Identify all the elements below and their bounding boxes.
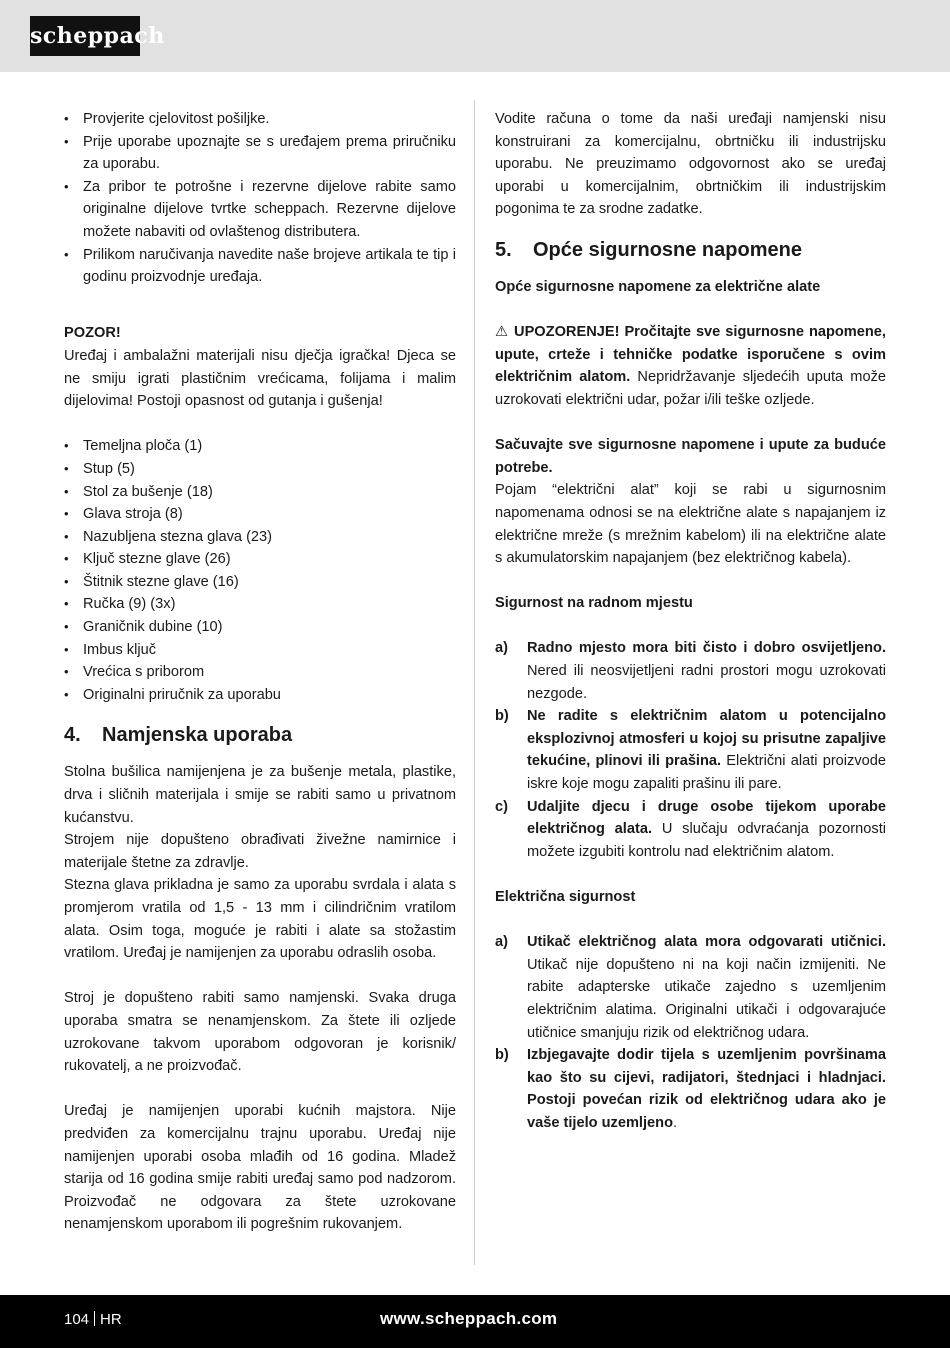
power-tool-definition: Pojam “električni alat” koji se rabi u sigurnosnim napomenama odnosi se na električne alate s napajanjem iz električne mreže (s mrežnim kabelom) ili na električne alate s akumulatorskim napajanjem (bez električnog kabela).: [495, 482, 886, 567]
parts-list-item: • Graničnik dubine (10): [64, 616, 456, 639]
workplace-safety-item: [495, 705, 886, 795]
item-text: Utikač nije dopušteno ni na koji način izmijeniti. Ne rabite adapterske utikače zajedno s uzemljenim električnim alatima. Originalni utikači i odgovarajuće utičnice smanjuju rizik od električnog udara.: [527, 956, 886, 1041]
warning-text: Nepridržavanje sljedećih uputa može uzrokovati električni udar, požar i/ili teške ozljede.: [495, 369, 886, 408]
electrical-safety-list: [495, 931, 886, 1134]
section-4-number: 4.: [64, 724, 81, 747]
page-indicator: [64, 1310, 122, 1330]
parts-list: [64, 435, 456, 706]
intended-use-paragraph-2: Strojem nije dopušteno obrađivati živežne namirnice i materijale štetne za zdravlje.: [64, 832, 456, 871]
right-column: [495, 108, 886, 1135]
workplace-safety-subhead: Sigurnost na radnom mjestu: [495, 595, 693, 612]
item-letter: c): [495, 798, 508, 815]
parts-list-item: • Štitnik stezne glave (16): [64, 571, 456, 594]
intended-use-paragraph-4: Stroj je dopušteno rabiti samo namjenski. Svaka druga uporaba smatra se nenamjenskom. Za štete ili ozljede uzrokovane takvom uporabom odgovoran je korisnik/ rukovatelj, a ne proizvođač.: [64, 990, 456, 1075]
intended-use-paragraph-5: Uređaj je namijenjen uporabi kućnih majstora. Nije predviđen za komercijalnu trajnu uporabu. Uređaj nije namijenjen uporabi osoba mlađih od 16 godina. Mladež starija od 16 godina smije rabiti uređaj samo pod nadzorom. Proizvođač ne odgovara za štete uzrokovane nenamjenskom uporabom ili pogrešnim rukovanjem.: [64, 1103, 456, 1233]
item-bold-text: Izbjegavajte dodir tijela s uzemljenim površinama kao što su cijevi, radijatori, štednjaci i hladnjaci. Postoji povećan rizik od električnog udara ako je vaše tijelo uzemljeno: [527, 1047, 886, 1131]
item-letter: a): [495, 640, 508, 657]
general-safety-subhead: Opće sigurnosne napomene za električne alate: [495, 278, 821, 295]
parts-list-item: • Vrećica s priborom: [64, 661, 456, 684]
item-letter: a): [495, 934, 508, 951]
caution-title: POZOR!: [64, 325, 121, 342]
section-4-title: Namjenska uporaba: [102, 724, 293, 747]
footer-separator: [94, 1311, 95, 1326]
footer-band: [0, 1295, 950, 1348]
caution-text: Uređaj i ambalažni materijali nisu dječja igračka! Djeca se ne smiju igrati plastičnim vrećicama, folijama i malim dijelovima! Postoji opasnost od gutanja i gušenja!: [64, 347, 456, 410]
parts-list-item: • Originalni priručnik za uporabu: [64, 684, 456, 707]
warning-bold-text: UPOZORENJE! Pročitajte sve sigurnosne napomene, upute, crteže i tehničke podatke isporučene s ovim električnim alatom.: [495, 324, 886, 386]
electrical-safety-item: [495, 1044, 886, 1134]
workplace-safety-item: [495, 796, 886, 864]
parts-list-item: • Stup (5): [64, 458, 456, 481]
checklist-item: • Prije uporabe upoznajte se s uređajem prema priručniku za uporabu.: [64, 131, 456, 176]
column-divider: [474, 100, 475, 1265]
checklist-item: • Za pribor te potrošne i rezervne dijelove rabite samo originalne dijelove tvrtke scheppach. Rezervne dijelove možete nabaviti od ovlaštenog distributera.: [64, 176, 456, 244]
language-code: HR: [100, 1311, 122, 1328]
website-url: www.scheppach.com: [380, 1309, 558, 1328]
intended-use-paragraph-3: Stezna glava prikladna je samo za uporabu svrdala i alata s promjerom vratila od 1,5 - 13 mm i cilindričnim vratilom alata. Osim toga, moguće je rabiti i alate sa stožastim vratilom. Uređaj je namijenjen za uporabu odraslih osoba.: [64, 877, 456, 962]
parts-list-item: • Ručka (9) (3x): [64, 593, 456, 616]
electrical-safety-item: [495, 931, 886, 1044]
page-number: 104: [64, 1311, 90, 1328]
item-bold-text: Radno mjesto mora biti čisto i dobro osvijetljeno.: [527, 640, 886, 657]
section-4-heading: [64, 717, 456, 750]
intended-use-paragraph-1: Stolna bušilica namijenjena je za bušenje metala, plastike, drva i sličnih materijala i smije se rabiti samo u privatnom kućanstvu.: [64, 764, 456, 826]
item-text: U slučaju odvraćanja pozornosti možete izgubiti kontrolu nad električnim alatom.: [527, 821, 886, 860]
item-bold-text: Udaljite djecu i druge osobe tijekom uporabe električnog alata.: [527, 798, 886, 838]
item-text: .: [673, 1114, 678, 1131]
workplace-safety-item: [495, 637, 886, 705]
section-5-title: Opće sigurnosne napomene: [533, 238, 802, 261]
parts-list-item: • Temeljna ploča (1): [64, 435, 456, 458]
electrical-safety-subhead: Električna sigurnost: [495, 889, 636, 905]
warning-paragraph: [495, 321, 886, 411]
parts-list-item: • Imbus ključ: [64, 639, 456, 662]
scheppach-logo: scheppach: [30, 16, 140, 56]
header-band: [0, 0, 950, 72]
item-text: Nered ili neosvijetljeni radni prostori mogu uzrokovati nezgode.: [527, 663, 886, 702]
item-text: Električni alati proizvode iskre koje mogu zapaliti prašinu ili pare.: [527, 753, 886, 793]
checklist: [64, 108, 456, 289]
section-5-heading: [495, 232, 886, 265]
item-bold-text: Ne radite s električnim alatom u potencijalno eksplozivnoj atmosferi u kojoj su prisutne zapaljive tekućine, plinovi ili prašina.: [527, 708, 886, 770]
commercial-use-note: Vodite računa o tome da naši uređaji namjenski nisu konstruirani za komercijalnu, obrtničku ili industrijsku uporabu. Ne preuzimamo odgovornost ako se uređaj uporabi u komercijalnim, obrtničkim ili industrijskim pogonima te za srodne zadatke.: [495, 111, 886, 218]
checklist-item: • Provjerite cjelovitost pošiljke.: [64, 108, 456, 131]
left-column: [64, 108, 456, 1236]
item-letter: b): [495, 1047, 509, 1064]
warning-triangle-icon: ⚠: [495, 324, 510, 341]
parts-list-item: • Glava stroja (8): [64, 503, 456, 526]
item-letter: b): [495, 708, 509, 725]
item-bold-text: Utikač električnog alata mora odgovarati utičnici.: [527, 934, 886, 951]
section-5-number: 5.: [495, 238, 512, 261]
parts-list-item: • Ključ stezne glave (26): [64, 548, 456, 571]
checklist-item: • Prilikom naručivanja navedite naše brojeve artikala te tip i godinu proizvodnje uređaja.: [64, 244, 456, 289]
workplace-safety-list: [495, 637, 886, 863]
parts-list-item: • Stol za bušenje (18): [64, 481, 456, 504]
keep-instructions-bold: Sačuvajte sve sigurnosne napomene i upute za buduće potrebe.: [495, 437, 886, 476]
parts-list-item: • Nazubljena stezna glava (23): [64, 526, 456, 549]
